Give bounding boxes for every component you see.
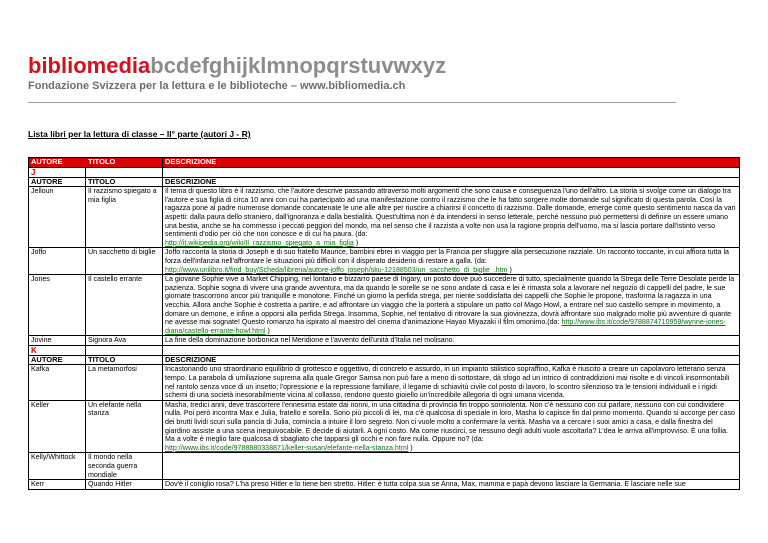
row-title: Signora Ava <box>86 336 163 346</box>
row-description: Dov'è il coniglio rosa? L'ha preso Hitler e lo tiene ben stretto. Hitler: è tutta colpa sua se Anna, Max, mamma e papà devono lasciare la Germania. E lasciare nelle sue <box>163 480 740 490</box>
brand-logo <box>28 54 748 78</box>
section-header-row-j <box>29 177 740 187</box>
section-j-description-header: DESCRIZIONE <box>163 177 740 187</box>
table-row <box>29 275 740 336</box>
section-k-title-header: TITOLO <box>86 355 163 365</box>
brand-red: bibliomedia <box>28 53 151 78</box>
row-description: Joffo racconta la storia di Joseph e di suo fratello Maurice, bambini ebrei in viaggio per la Francia per sfuggire alla persecuzione razziale. Un racconto toccante, in cui affiora tutta la forza dell'infanzia nell'affrontare le situazioni più difficili con il disperato desiderio di restare a galla. (da: http://www.unilibro.it/find_buy/Scheda/libreria/autore-joffo_joseph/sku-12188503/un_sacchetto_di_biglie_.htm ) <box>163 248 740 275</box>
section-header-row-k <box>29 355 740 365</box>
row-title: Il castello errante <box>86 275 163 336</box>
table-row <box>29 187 740 248</box>
table-row <box>29 336 740 346</box>
row-description: Il tema di questo libro è il razzismo, che l'autore descrive passando attraverso molti argomenti che sono causa e conseguenza l'uno dell'altro. La storia si svolge come un dialogo tra l'autore e sua figlia di circa 10 anni con cui ha partecipato ad una manifestazione contro il razzismo che le ha fatto sorgere molte domande sul significato di questa parola. Così la ragazza pone al padre numerose domande concatenate le une alle altre per riuscire a chiarirsi il concetto di razzismo. Dalle domande, emerge come questo sentimento nasca da vari aspetti: dalla paura dello straniero, dall'ignoranza e dalla bestialità. Quest'ultima non è da intendersi in senso letterale, perché nessuno può permettersi di definire un essere umano una bestia, anche se ha commesso i peccati peggiori del mondo, ma nel senso che il razzista a volte non usa la ragione propria dell'uomo, ma si lascia portare dall'istinto verso sentimenti d'odio per ciò che non conosce e di cui ha paura. (da: http://it.wikipedia.org/wiki/Il_razzismo_spiegato_a_mia_figlia ) <box>163 187 740 248</box>
row-author: Joffo <box>29 248 86 275</box>
header-title: TITOLO <box>86 158 163 168</box>
row-author: Kerr <box>29 480 86 490</box>
table-row <box>29 453 740 480</box>
row-description: Incastonando uno straordinario equilibrio di grottesco e oggettivo, di concreto e assurdo, in un impianto stilistico sopraffino, Kafka è riuscito a creare un capolavoro letterario senza tempo. La parabola di umiliazione suprema alla quale Gregor Samsa non può fare a meno di sottostare, dà sfogo ad un intrico di contraddizioni mai risolte e di vincoli insormontabili nel rantolo senza voce di un insetto; l'opressione e la repressione familiare, il legame di schiavitù civile col posto di lavoro, lo scontro silenzioso tra le tensioni individuali e i rigidi schemi di una società inesorabilmente vicina al collasso, rendono questo gioiello un'incredibile allegoria di ogni umana vicenda. <box>163 365 740 400</box>
table-row <box>29 248 740 275</box>
letter-j: J <box>29 167 86 177</box>
letter-row-j <box>29 167 740 177</box>
row-author: Kelly/Whittock <box>29 453 86 480</box>
document-subtitle: Lista libri per la lettura di classe – II° parte (autori J - R) <box>28 129 251 139</box>
letter-row-k <box>29 345 740 355</box>
row-description: La fine della dominazione borbonica nel Meridione e l'avvento dell'unità d'Italia nel molisano. <box>163 336 740 346</box>
section-k-description-header: DESCRIZIONE <box>163 355 740 365</box>
organization-line: Fondazione Svizzera per la lettura e le biblioteche – www.bibliomedia.ch <box>28 80 406 92</box>
row-title: Quando Hitler <box>86 480 163 490</box>
table-header-row <box>29 158 740 168</box>
row-description: La giovane Sophie vive a Market Chipping, nel lontano e bizzarro paese di Ingary, un posto dove può succedere di tutto, specialmente quando la Strega delle Terre Desolate perde la pazienza. Sophie sogna di vivere una grande avventura, ma da quando le sorelle se ne sono andate di casa e lei è rimasta sola a lavorare nel negozio di cappelli del padre, le sue giornate trascorrono ancor più tranquille e monotone. Finché un giorno la perfida strega, per niente soddisfatta dei cappelli che Sophie le propone, trasforma la ragazza in una vecchia. Allora anche Sophie è costretta a partire, e ad affrontare un viaggio che la porterà a stipulare un patto col Mago Howl, a entrare nel suo castello sempre in movimento, a domare un demone, e infine a opporsi alla perfida Strega. Insomma, Sophie, nel tentativo di ritrovare la sua giovinezza, dovrà affrontare suo malgrado molte più avventure di quante ne avesse mai sognate! Questo romanzo ha ispirato al maestro del cinema d'animazione Hayao Miyazaki il film omonimo.(da: http://www.ibs.it/code/9788874710959/wynne-jones-diana/castello-errante-howl.html ) <box>163 275 740 336</box>
source-link[interactable]: http://www.unilibro.it/find_buy/Scheda/libreria/autore-joffo_joseph/sku-12188503/un_sacchetto_di_biglie_.htm <box>165 265 508 274</box>
brand-gray: bcdefghijklmnopqrstuvwxyz <box>150 53 447 78</box>
row-title: Un sacchetto di biglie <box>86 248 163 275</box>
table-row <box>29 400 740 453</box>
row-title: La metamorfosi <box>86 365 163 400</box>
section-j-title-header: TITOLO <box>86 177 163 187</box>
row-author: Jelloun <box>29 187 86 248</box>
table-row <box>29 365 740 400</box>
row-title: Un elefante nella stanza <box>86 400 163 453</box>
source-link[interactable]: http://www.ibs.it/code/9788874710959/wynne-jones-diana/castello-errante-howl.html <box>165 318 726 335</box>
page-header <box>28 54 748 103</box>
row-title: Il mondo nella seconda guerra mondiale <box>86 453 163 480</box>
row-author: Jovine <box>29 336 86 346</box>
row-description: Masha, tredici anni, deve trascorrere l'ennesima estate dai nonni, in una cittadina di provincia fin troppo sonnolenta. Non c'è nessuno con cui parlare, nessuno con cui condividere nulla. Poi però incontra Max e Julia, fratello e sorella. Sono più piccoli di lei, ma c'è qualcosa di speciale in loro, Masha lo capisce fin dal primo momento. Quando si accorge per caso dei brutti lividi scuri sulla pancia di Julia, comincia a intuire il loro segreto. Non ci vuole molto a confermare la verità. Masha va a cercare i suoi amici a casa, e dalla finestra del giardino assiste a una scena inequivocabile. E decide di aiutarli. A ogni costo. Ma come riuscirci, se nessuno degli adulti vuole ascoltarla? L'dea le arriva all'improvviso. È una follia. Ma a volte è meglio fare qualcosa di sbagliato che tapparsi gli occhi e non fare nulla. Oppure no? (da: http://www.ibs.it/code/9788880338871/keller-susan/elefante-nella-stanza.html ) <box>163 400 740 453</box>
row-title: Il razzismo spiegato a mia figlia <box>86 187 163 248</box>
row-author: Jones <box>29 275 86 336</box>
row-description <box>163 453 740 480</box>
books-table <box>28 157 740 490</box>
row-author: Keller <box>29 400 86 453</box>
source-link[interactable]: http://it.wikipedia.org/wiki/Il_razzismo_spiegato_a_mia_figlia <box>165 238 354 247</box>
header-author: AUTORE <box>29 158 86 168</box>
header-description: DESCRIZIONE <box>163 158 740 168</box>
row-author: Kafka <box>29 365 86 400</box>
source-link[interactable]: http://www.ibs.it/code/9788880338871/keller-susan/elefante-nella-stanza.html <box>165 443 409 452</box>
letter-k: K <box>29 345 86 355</box>
section-k-author-header: AUTORE <box>29 355 86 365</box>
table-row <box>29 480 740 490</box>
header-divider <box>28 102 676 103</box>
section-j-author-header: AUTORE <box>29 177 86 187</box>
